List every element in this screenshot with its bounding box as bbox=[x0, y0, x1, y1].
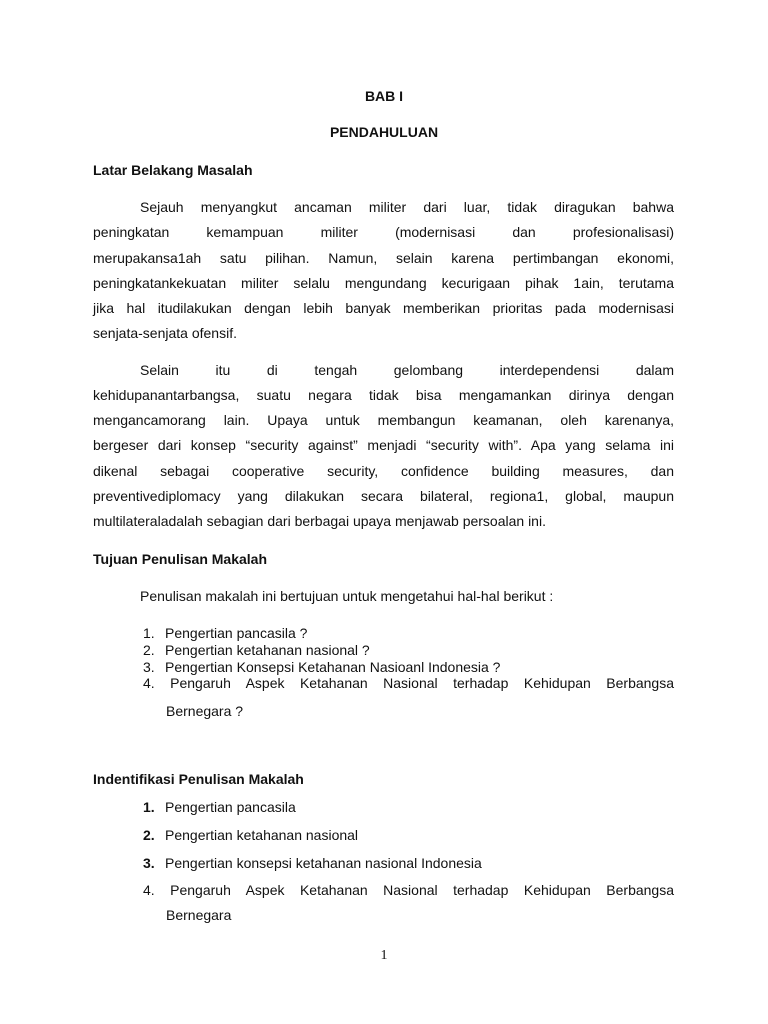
list-number: 1. bbox=[143, 625, 155, 641]
list-text: Pengertian konsepsi ketahanan nasional Indonesia bbox=[165, 855, 482, 871]
tujuan-list bbox=[143, 625, 500, 676]
para1-line: merupakansa1ah satu pilihan. Namun, selain karena pertimbangan ekonomi, bbox=[93, 250, 674, 266]
list-number: 2. bbox=[143, 642, 155, 658]
para2-line: Selain itu di tengah gelombang interdependensi dalam bbox=[140, 362, 674, 378]
list-item bbox=[143, 625, 500, 642]
section-heading-identifikasi: Indentifikasi Penulisan Makalah bbox=[93, 771, 304, 787]
list-text: Pengertian Konsepsi Ketahanan Nasioanl Indonesia ? bbox=[165, 659, 501, 675]
section-heading-latar-belakang: Latar Belakang Masalah bbox=[93, 162, 253, 178]
para2-line: mengancamorang lain. Upaya untuk membangun keamanan, oleh karenanya, bbox=[93, 412, 674, 428]
list-item bbox=[143, 855, 482, 871]
tujuan-item4-line2: Bernegara ? bbox=[166, 703, 244, 719]
list-text: Pengertian pancasila bbox=[165, 799, 296, 815]
list-text: Pengertian ketahanan nasional ? bbox=[165, 642, 370, 658]
tujuan-intro: Penulisan makalah ini bertujuan untuk mengetahui hal-hal berikut : bbox=[140, 588, 554, 604]
page-number: 1 bbox=[380, 948, 388, 963]
list-number: 3. bbox=[143, 659, 155, 675]
section-heading-tujuan: Tujuan Penulisan Makalah bbox=[93, 551, 268, 567]
para1-line: senjata-senjata ofensif. bbox=[93, 325, 237, 341]
list-item bbox=[143, 827, 358, 843]
identifikasi-item4-line2: Bernegara bbox=[166, 907, 232, 923]
para2-line: preventivediplomacy yang dilakukan secara bilateral, regiona1, global, maupun bbox=[93, 488, 674, 504]
list-text: Pengertian pancasila ? bbox=[165, 625, 308, 641]
list-text: Pengertian ketahanan nasional bbox=[165, 827, 359, 843]
para1-line: Sejauh menyangkut ancaman militer dari luar, tidak diragukan bahwa bbox=[140, 199, 674, 215]
list-item bbox=[143, 799, 296, 815]
list-item bbox=[143, 659, 500, 676]
list-number: 3. bbox=[143, 855, 155, 871]
list-item bbox=[143, 642, 500, 659]
list-number: 2. bbox=[143, 827, 155, 843]
para2-line: dikenal sebagai cooperative security, confidence building measures, dan bbox=[93, 463, 674, 479]
para1-line: jika hal itudilakukan dengan lebih banyak memberikan prioritas pada modernisasi bbox=[93, 300, 674, 316]
chapter-title: PENDAHULUAN bbox=[329, 124, 439, 140]
tujuan-item4-line1: 4. Pengaruh Aspek Ketahanan Nasional terhadap Kehidupan Berbangsa bbox=[143, 675, 674, 691]
para1-line: peningkatan kemampuan militer (modernisasi dan profesionalisasi) bbox=[93, 224, 674, 240]
para2-line: multilateraladalah sebagian dari berbagai upaya menjawab persoalan ini. bbox=[93, 513, 546, 529]
para2-line: kehidupanantarbangsa, suatu negara tidak bisa mengamankan dirinya dengan bbox=[93, 387, 674, 403]
chapter-label: BAB I bbox=[364, 88, 404, 104]
para2-line: bergeser dari konsep “security against” menjadi “security with”. Apa yang selama ini bbox=[93, 437, 674, 453]
list-number: 1. bbox=[143, 799, 155, 815]
identifikasi-item4-line1: 4. Pengaruh Aspek Ketahanan Nasional terhadap Kehidupan Berbangsa bbox=[143, 882, 674, 898]
para1-line: peningkatankekuatan militer selalu mengundang kecurigaan pihak 1ain, terutama bbox=[93, 275, 674, 291]
